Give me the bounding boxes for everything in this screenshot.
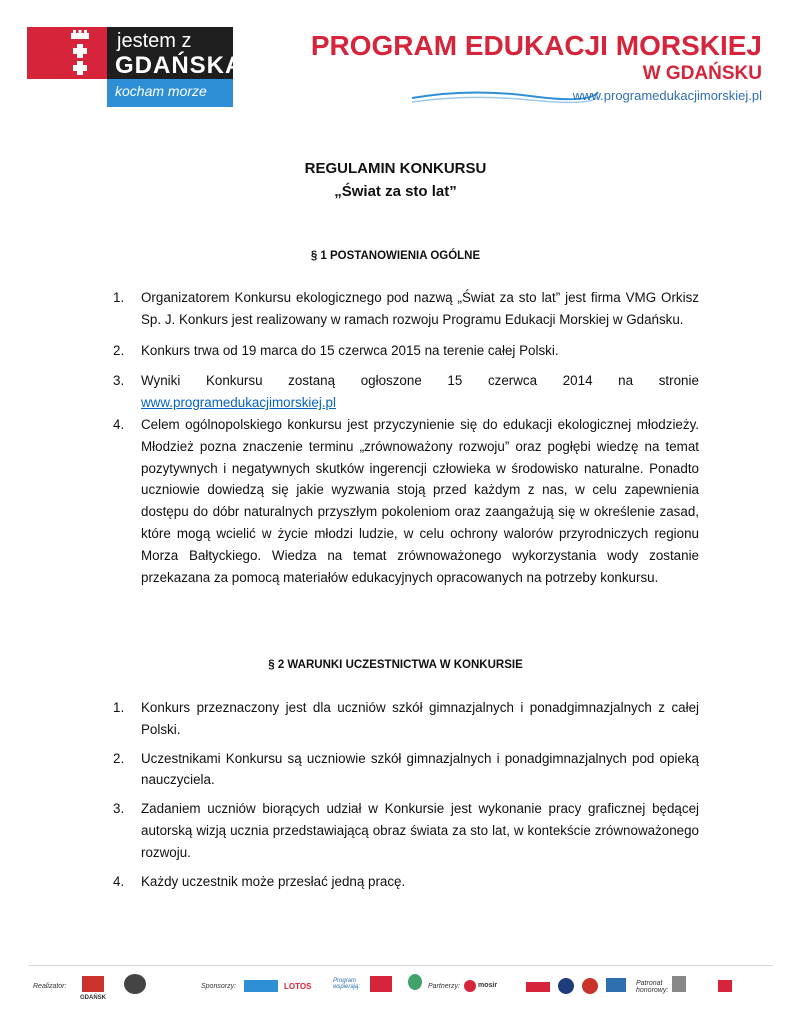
item-text: Konkurs przeznaczony jest dla uczniów szkół gimnazjalnych i ponadgimnazjalnych z całej Polski. (141, 700, 699, 737)
item-number: 4. (113, 416, 125, 432)
list-item (113, 287, 699, 331)
program-title: PROGRAM EDUKACJI MORSKIEJ (310, 30, 762, 61)
realizator-label: Realizator: (33, 983, 67, 990)
item-text: Uczestnikami Konkursu są uczniowie szkół gimnazjalnych i ponadgimnazjalnych pod opieką nauczyciela. (141, 750, 699, 788)
item-number: 2. (113, 750, 125, 766)
list-item (113, 414, 699, 588)
partner-logo-icon (464, 980, 476, 992)
footer-divider (28, 965, 773, 966)
section2-heading: § 2 WARUNKI UCZESTNICTWA W KONKURSIE (268, 659, 523, 671)
partner-logo-icon (124, 974, 146, 994)
partner-logo-icon (606, 978, 626, 992)
patron-logo-icon (718, 980, 732, 992)
item-text: Celem ogólnopolskiego konkursu jest przyczynienie się do edukacji ekologicznej młodzieży. Młodzież pozna znaczenie terminu „zrównoważony rozwoju” oraz pogłębi wiedzę na temat pozytywnych i negatywnych skutków ingerencji człowieka w środowisko naturalne. Ponadto uczniowie dowiedzą się jakie wyzwania stoją przed każdym z nas, w celu zapewnienia dostępu do dóbr naturalnych przyszłym pokoleniom oraz zaangażują się w określenie zasad, które mogą wcielić w życie młodzi ludzie, w celu ochrony walorów przyrodniczych regionu Morza Bałtyckiego. Wiedza na temat zrównoważonego wykorzystania wody zostanie przekazana za pomocą materiałów edukacyjnych opracowanych na potrzeby konkursu. (141, 416, 699, 585)
patron-logo-icon (672, 976, 686, 992)
partnerzy-label: Partnerzy: (428, 983, 460, 990)
gdansk-crest-icon (53, 27, 107, 79)
program-wspieraja-label: Program wspierają: (333, 978, 361, 990)
sponsor-logo-icon (244, 980, 278, 992)
jestem-z-gdanska-logo (27, 27, 244, 107)
item-text: Organizatorem Konkursu ekologicznego pod nazwą „Świat za sto lat” jest firma VMG Orkisz Sp. J. Konkurs jest realizowany w ramach rozwoju Programu Edukacji Morskiej w Gdańsku. (141, 290, 699, 327)
logo-line2: GDAŃSKA (115, 52, 244, 79)
wave-icon (410, 80, 600, 120)
document-subtitle: „Świat za sto lat” (334, 183, 457, 200)
gdansk-label: GDAŃSK (80, 995, 107, 1001)
supporter-logo-icon (370, 976, 392, 992)
item-number: 1. (113, 290, 125, 305)
lotos-label: LOTOS (284, 982, 312, 991)
list-item (113, 370, 699, 414)
list-item (113, 798, 699, 863)
partner-logo-icon (558, 978, 574, 994)
logo-red-bar (27, 27, 53, 79)
document-title: REGULAMIN KONKURSU (304, 160, 487, 177)
section1-list (113, 287, 699, 588)
mosir-label: mosir (478, 982, 498, 989)
footer-sponsors (28, 968, 773, 1008)
item-text: Zadaniem uczniów biorących udział w Konkursie jest wykonanie pracy graficznej będącej autorską wizją ucznia przedstawiającą obraz świata za sto lat, w kontekście zrównoważonego rozwoju. (141, 801, 699, 860)
logo-tagline: kocham morze (115, 83, 207, 99)
item-number: 1. (113, 700, 125, 715)
patronat-label: Patronat honorowy: (636, 980, 669, 994)
item-number: 4. (113, 873, 125, 889)
item-text: Każdy uczestnik może przesłać jedną pracę. (141, 873, 406, 889)
supporter-logo-icon (408, 974, 422, 990)
program-subtitle: W GDAŃSKU (642, 63, 762, 84)
results-link[interactable]: www.programedukacjimorskiej.pl (141, 395, 336, 411)
gdansk-crest-icon (82, 976, 104, 992)
item-number: 3. (113, 373, 125, 389)
program-url[interactable]: www.programedukacjimorskiej.pl (572, 88, 762, 103)
list-item (113, 697, 699, 741)
program-edukacji-morskiej-logo (310, 30, 770, 110)
logo-line1: jestem z (117, 30, 192, 52)
partner-logo-icon (582, 978, 598, 994)
item-text-spread: Wyniki Konkursu zostaną ogłoszone 15 czerwca 2014 na stronie (141, 373, 699, 389)
section2-list (113, 697, 699, 892)
list-item (113, 340, 699, 362)
item-number: 3. (113, 801, 125, 817)
section1-heading: § 1 POSTANOWIENIA OGÓLNE (310, 250, 481, 262)
item-number: 2. (113, 342, 125, 358)
partner-logo-icon (526, 982, 550, 992)
list-item (113, 748, 699, 792)
list-item (113, 871, 699, 893)
sponsorzy-label: Sponsorzy: (201, 983, 237, 990)
item-text: Konkurs trwa od 19 marca do 15 czerwca 2015 na terenie całej Polski. (141, 342, 559, 358)
